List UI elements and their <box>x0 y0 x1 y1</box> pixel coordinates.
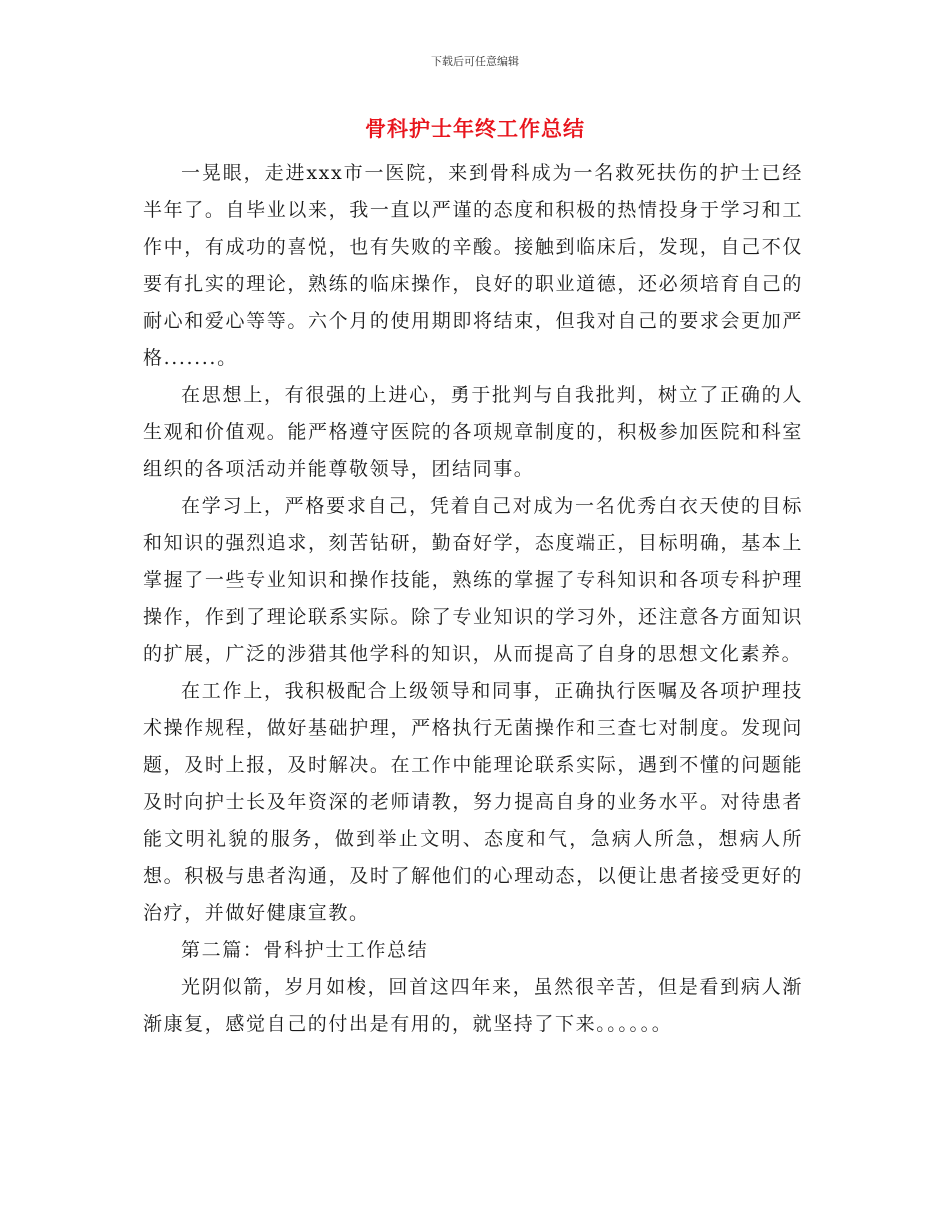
section-heading: 第二篇：骨科护士工作总结 <box>181 939 429 961</box>
paragraph: 在思想上，有很强的上进心，勇于批判与自我批判，树立了正确的人生观和价值观。能严格遵守医院的各项规章制度的，积极参加医院和科室组织的各项活动并能尊敬领导，团结同事。 <box>143 384 803 480</box>
paragraph: 在工作上，我积极配合上级领导和同事，正确执行医嘱及各项护理技术操作规程，做好基础护理，严格执行无菌操作和三查七对制度。发现问题，及时上报，及时解决。在工作中能理论联系实际，遇到不懂的问题能及时向护士长及年资深的老师请教，努力提高自身的业务水平。对待患者能文明礼貌的服务，做到举止文明、态度和气，急病人所急，想病人所想。积极与患者沟通，及时了解他们的心理动态，以便让患者接受更好的治疗，并做好健康宣教。 <box>143 680 803 924</box>
paragraph: 光阴似箭，岁月如梭，回首这四年来，虽然很辛苦，但是看到病人渐渐康复，感觉自己的付出是有用的，就坚持了下来。。。。。。 <box>143 976 803 1035</box>
paragraph: 在学习上，严格要求自己，凭着自己对成为一名优秀白衣天使的目标和知识的强烈追求，刻苦钻研，勤奋好学，态度端正，目标明确，基本上掌握了一些专业知识和操作技能，熟练的掌握了专科知识和各项专科护理操作，作到了理论联系实际。除了专业知识的学习外，还注意各方面知识的扩展，广泛的涉猎其他学科的知识，从而提高了自身的思想文化素养。 <box>143 495 803 665</box>
paragraph: 一晃眼，走进xxx市一医院，来到骨科成为一名救死扶伤的护士已经半年了。自毕业以来，我一直以严谨的态度和积极的热情投身于学习和工作中，有成功的喜悦，也有失败的辛酸。接触到临床后，发现，自己不仅要有扎实的理论，熟练的临床操作，良好的职业道德，还必须培育自己的耐心和爱心等等。六个月的使用期即将结束，但我对自己的要求会更加严格.......。 <box>143 162 803 369</box>
header-note: 下载后可任意编辑 <box>431 55 519 68</box>
document-body <box>143 155 803 1043</box>
document-title: 骨科护士年终工作总结 <box>365 117 585 141</box>
